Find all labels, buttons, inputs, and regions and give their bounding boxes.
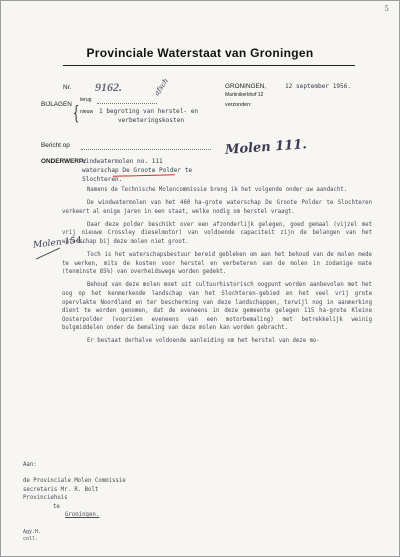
- letter-body: [62, 186, 372, 351]
- bijlagen-terug-label: terug: [80, 97, 92, 103]
- onderwerp-line2: waterschap De Groote Polder te: [82, 167, 193, 174]
- addressee-line2: secretaris Mr. R. Bolt: [23, 486, 99, 493]
- bijlagen-item-line1: 1 begroting van herstel- en: [99, 108, 199, 115]
- addressee-line4: te: [53, 503, 60, 510]
- body-paragraph: De windwatermolen van het 460 ha-grote waterschap De Groote Polder te Slochteren verkeert al enige jaren in een staat, welke nodig om herstel vraagt.: [62, 200, 372, 215]
- verzonden-label: verzonden:: [225, 102, 252, 108]
- bijlagen-item-line2: verbeteringskosten: [118, 117, 185, 124]
- onderwerp-line3: Slochteren.: [82, 176, 123, 183]
- letter-date: 12 september 1956.: [285, 83, 352, 90]
- bijlagen-brace: {: [72, 102, 80, 124]
- onderwerp-label-text: ONDERWERP:: [41, 158, 86, 165]
- handwritten-margin-molen-154: Molen 154.: [32, 235, 85, 251]
- addressee-line5: Groningen.: [65, 512, 100, 519]
- body-paragraph: Toch is het waterschapsbestuur bereid gebleken om aan het behoud van de molen mede te werken, mits de kosten voor herstel en verbeteren van de molen in zodanige mate (tenminste 85%) van overheidswege worden gedekt.: [62, 252, 372, 276]
- body-paragraph: Namens de Technische Molencommissie breng ik het volgende onder uw aandacht.: [87, 187, 348, 193]
- addressee-line3: Provinciehuis: [23, 495, 68, 502]
- bericht-op-label: Bericht op: [41, 142, 70, 149]
- office-address: Martinikerkhof 12: [225, 92, 264, 98]
- nr-value: 9162.: [95, 80, 122, 94]
- addressee-line1: de Provinciale Molen Commissie: [23, 478, 126, 485]
- bijlagen-label: BIJLAGEN: [41, 101, 72, 108]
- footer-initials: [23, 529, 41, 543]
- nr-stamp: afsch: [152, 77, 171, 97]
- body-paragraph: Behoud van deze molen moet uit cultuurhistorisch oogpunt worden aanbevolen met het oog op het kenmerkende landschap van het Slochteren-gebied en het veel vrij grote opervlakte Noordland en ter bescherming van deze landschappen, terwijl nog in aanmerking dient te worden genomen, dat de eveneens in deze gemeente gelegen 115 ha-grote Kleine Oosterpolder (voorzien eveneens van een motorbemaling) met betrekkelijk weinig bulgmiddelen onder de bemaling van deze molen kan worden gebracht.: [62, 282, 372, 332]
- letterhead-title: Provinciale Waterstaat van Groningen: [86, 46, 314, 60]
- bijlagen-nieuw-label: nieuw: [80, 109, 94, 115]
- onderwerp-line1: Windwatermolen no. 111: [82, 158, 163, 165]
- red-pencil-underline: [113, 174, 175, 177]
- nr-label: Nr.: [63, 84, 72, 91]
- onderwerp-label: [41, 158, 85, 165]
- handwritten-molen-111: Molen 111.: [224, 137, 308, 158]
- letterhead-rule: [63, 65, 355, 66]
- addressee-aan: Aan:: [23, 462, 37, 468]
- bijlagen-terug-line: [97, 103, 157, 104]
- footer-line2: coll.: [23, 536, 39, 542]
- footer-line1: Agy.H.: [23, 529, 42, 535]
- addressee-block: [23, 461, 193, 519]
- city-label: GRONINGEN,: [225, 83, 267, 90]
- body-paragraph: Er bestaat derhalve voldoende aanleiding om het herstel van deze mo-: [87, 338, 320, 345]
- page-number: 5: [384, 5, 389, 13]
- body-paragraph: Daar deze polder beschikt over een afzonderlijk gelegen, goed gemaal (vijzel met vrij nieuwe Crossley dieselmotor) van voldoende capaciteit zijn de belangen van het waterschap bij deze molen niet groot.: [62, 221, 372, 245]
- bericht-op-line: [81, 149, 211, 150]
